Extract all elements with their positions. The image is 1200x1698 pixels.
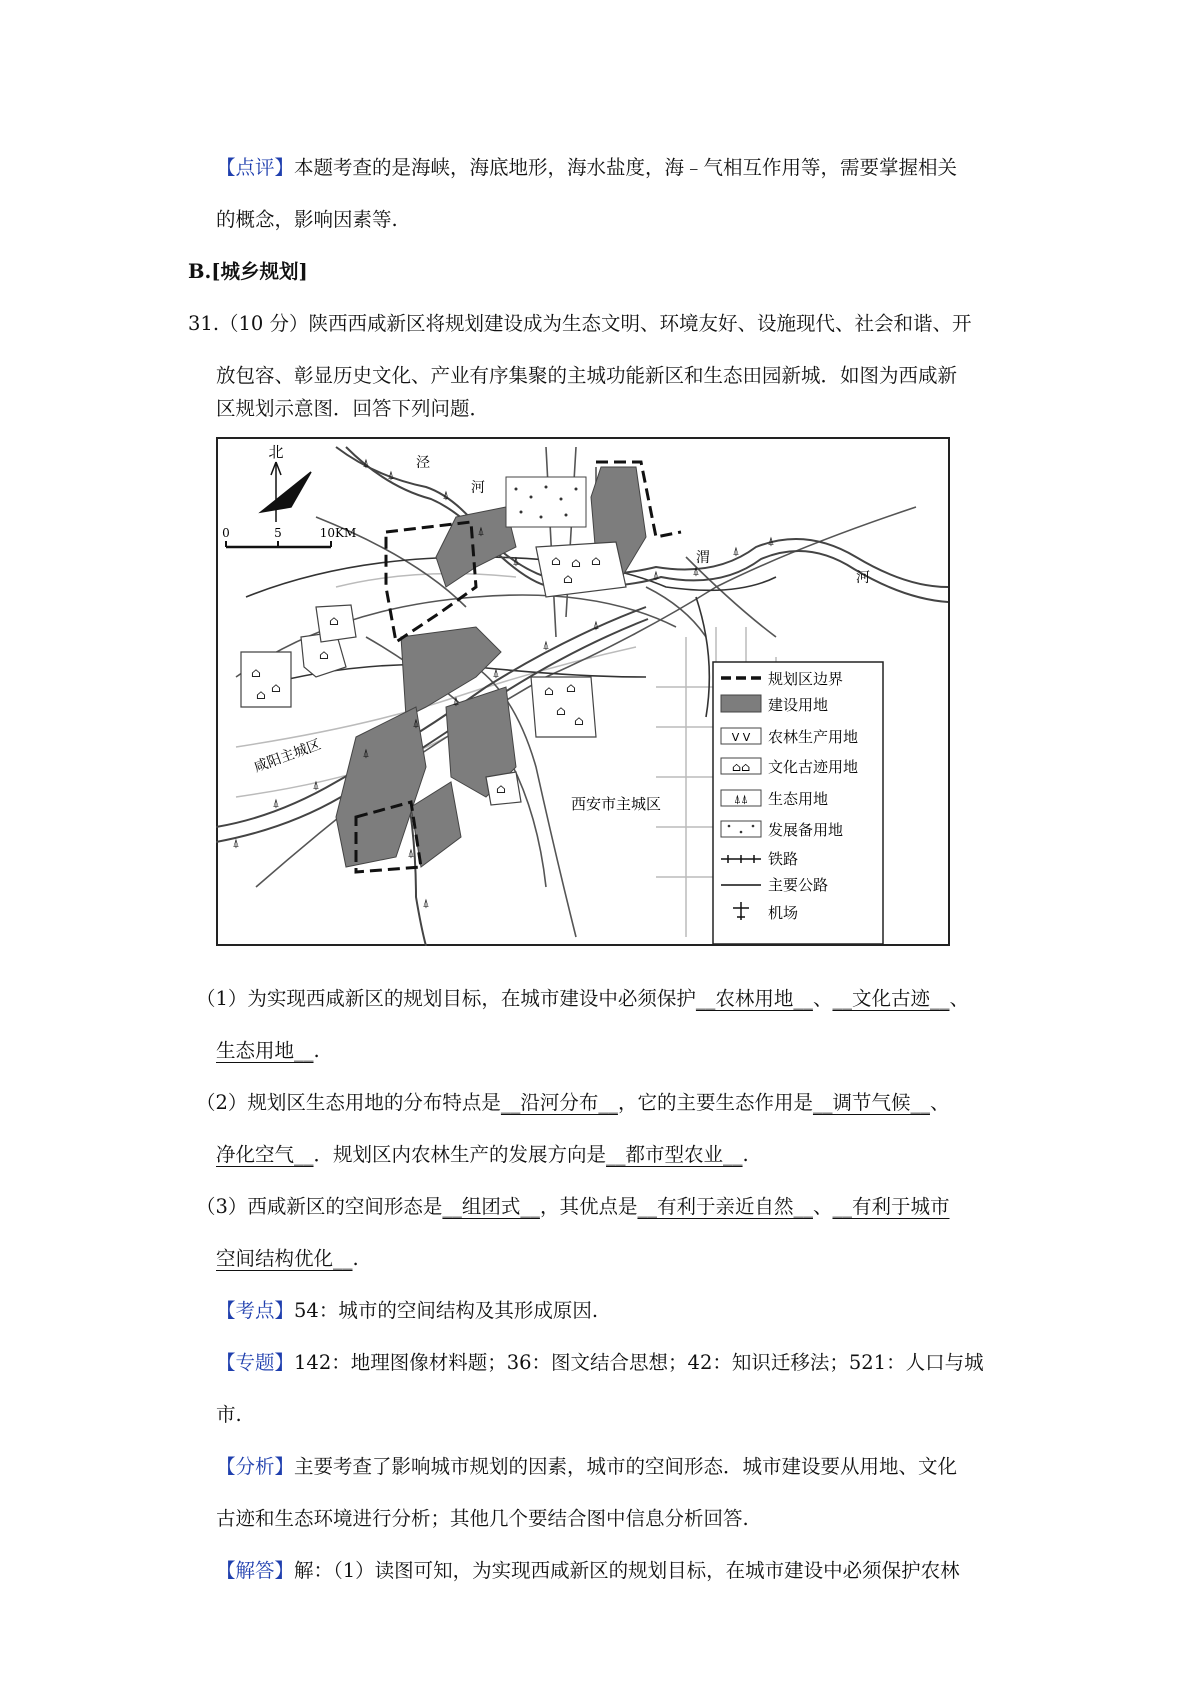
q3-pre: （3）西咸新区的空间形态是 xyxy=(196,1195,443,1218)
kaodian-tag: 【考点】 xyxy=(216,1299,295,1322)
legend-boundary: 规划区边界 xyxy=(768,670,844,688)
q1-end: . xyxy=(313,1039,320,1062)
svg-text:⌂: ⌂ xyxy=(574,714,584,729)
question-line-2: 放包容、彰显历史文化、产业有序集聚的主城功能新区和生态田园新城．如图为西咸新 xyxy=(216,364,958,387)
review-line-1 xyxy=(216,154,957,182)
svg-text:⍋: ⍋ xyxy=(512,554,520,568)
svg-text:⌂: ⌂ xyxy=(591,554,601,569)
kaodian-line xyxy=(216,1297,598,1325)
legend-heritage: 文化古迹用地 xyxy=(768,758,859,776)
fenxi-tag: 【分析】 xyxy=(216,1455,295,1478)
legend-reserve: 发展备用地 xyxy=(768,821,844,839)
zhuanti-line-2: 市. xyxy=(216,1403,242,1426)
svg-text:⍋: ⍋ xyxy=(477,524,485,538)
review-tag: 【点评】 xyxy=(216,156,295,179)
q2-end: . xyxy=(742,1143,749,1166)
zhuanti-text-1: 142：地理图像材料题；36：图文结合思想；42：知识迁移法；521：人口与城 xyxy=(294,1351,984,1374)
svg-text:⌂: ⌂ xyxy=(496,782,506,797)
reserve-land xyxy=(506,477,586,527)
q2-mid: ，它的主要生态作用是 xyxy=(617,1091,813,1114)
svg-text:⌂: ⌂ xyxy=(551,554,561,569)
fenxi-line-2: 古迹和生态环境进行分析；其他几个要结合图中信息分析回答. xyxy=(216,1507,749,1530)
city-label-xianyang: 咸阳主城区 xyxy=(251,736,324,776)
fenxi-line-1 xyxy=(216,1453,957,1481)
svg-text:⍋: ⍋ xyxy=(362,456,370,470)
review-line-2: 的概念，影响因素等. xyxy=(216,208,398,231)
river-label-jing-he: 河 xyxy=(471,480,485,496)
svg-text:⍋: ⍋ xyxy=(732,544,740,558)
q2-line-2 xyxy=(216,1141,749,1169)
svg-text:⌂: ⌂ xyxy=(544,684,554,699)
svg-text:⍋: ⍋ xyxy=(407,846,415,860)
scale-5: 5 xyxy=(274,526,282,540)
q2-sep: 、 xyxy=(929,1091,950,1114)
svg-text:⌂: ⌂ xyxy=(256,688,266,703)
q1-line-2 xyxy=(216,1037,320,1065)
svg-text:⌂: ⌂ xyxy=(319,648,329,663)
svg-text:⍋: ⍋ xyxy=(492,666,500,680)
svg-text:⌂: ⌂ xyxy=(566,681,576,696)
section-title: B.[城乡规划] xyxy=(188,260,308,283)
q2-answer-3: 净化空气__ xyxy=(216,1143,314,1166)
svg-text:⍋⍋: ⍋⍋ xyxy=(733,792,749,806)
city-label-xian: 西安市主城区 xyxy=(571,795,662,813)
q3-line-1 xyxy=(196,1193,950,1221)
scale-10km: 10KM xyxy=(319,526,357,540)
zhuanti-line-1 xyxy=(216,1349,984,1377)
svg-text:⍋: ⍋ xyxy=(232,836,240,850)
legend-ecology: 生态用地 xyxy=(768,790,829,808)
kaodian-text: 54：城市的空间结构及其形成原因. xyxy=(294,1299,599,1322)
svg-text:ᐯ ᐯ: ᐯ ᐯ xyxy=(731,731,751,744)
svg-text:⌂: ⌂ xyxy=(563,572,573,587)
svg-text:⍋: ⍋ xyxy=(422,896,430,910)
svg-text:⍋: ⍋ xyxy=(542,638,550,652)
svg-text:⍋: ⍋ xyxy=(362,746,370,760)
q1-sep-2: 、 xyxy=(949,987,969,1010)
review-text-1: 本题考查的是海峡，海底地形，海水盐度，海﹣气相互作用等，需要掌握相关 xyxy=(294,156,958,179)
svg-text:⍋: ⍋ xyxy=(442,488,450,502)
legend-agriculture: 农林生产用地 xyxy=(768,728,859,746)
q3-answer-3: __有利于城市 xyxy=(832,1195,950,1218)
q3-answer-2: __有利于亲近自然__ xyxy=(637,1195,813,1218)
river-label-wei: 渭 xyxy=(696,550,710,566)
jieda-text-1: 解：（1）读图可知，为实现西咸新区的规划目标，在城市建设中必须保护农林 xyxy=(294,1559,960,1582)
q1-answer-2: __文化古迹__ xyxy=(832,987,950,1010)
svg-text:⌂⌂: ⌂⌂ xyxy=(731,760,751,774)
q2-answer-4: __都市型农业__ xyxy=(606,1143,743,1166)
q1-line-1 xyxy=(196,985,969,1013)
q2-pre: （2）规划区生态用地的分布特点是 xyxy=(196,1091,501,1114)
q3-end: . xyxy=(352,1247,359,1270)
q1-sep-1: 、 xyxy=(812,987,833,1010)
q2-mid2: ．规划区内农林生产的发展方向是 xyxy=(313,1143,607,1166)
north-label: 北 xyxy=(268,443,284,461)
svg-text:⍋: ⍋ xyxy=(312,778,320,792)
planning-map xyxy=(216,437,950,946)
question-line-1: 31.（10 分）陕西西咸新区将规划建设成为生态文明、环境友好、设施现代、社会和谐、开 xyxy=(188,312,972,335)
svg-text:⍋: ⍋ xyxy=(767,534,775,548)
jieda-line-1 xyxy=(216,1557,960,1585)
legend-railway: 铁路 xyxy=(768,850,799,868)
question-line-3: 区规划示意图．回答下列问题． xyxy=(216,397,490,420)
svg-text:⍋: ⍋ xyxy=(592,618,600,632)
q3-line-2 xyxy=(216,1245,359,1273)
svg-text:⍋: ⍋ xyxy=(387,468,395,482)
svg-text:⌂: ⌂ xyxy=(571,556,581,571)
q2-line-1 xyxy=(196,1089,949,1117)
q3-mid: ，其优点是 xyxy=(539,1195,638,1218)
svg-text:⍋: ⍋ xyxy=(452,694,460,708)
svg-text:⌂: ⌂ xyxy=(251,666,261,681)
q2-answer-2: __调节气候__ xyxy=(812,1091,930,1114)
scale-0: 0 xyxy=(222,526,230,540)
legend-construction: 建设用地 xyxy=(768,696,829,714)
fenxi-text-1: 主要考查了影响城市规划的因素，城市的空间形态．城市建设要从用地、文化 xyxy=(294,1455,958,1478)
svg-text:⍋: ⍋ xyxy=(652,568,660,582)
svg-text:⌂: ⌂ xyxy=(329,614,339,629)
q3-answer-3b: 空间结构优化__ xyxy=(216,1247,353,1270)
q2-answer-1: __沿河分布__ xyxy=(500,1091,618,1114)
q1-pre: （1）为实现西咸新区的规划目标，在城市建设中必须保护 xyxy=(196,987,696,1010)
legend-airport: 机场 xyxy=(768,904,799,922)
legend-highway: 主要公路 xyxy=(768,876,829,894)
q3-sep: 、 xyxy=(812,1195,833,1218)
svg-text:⌂: ⌂ xyxy=(271,681,281,696)
jieda-tag: 【解答】 xyxy=(216,1559,295,1582)
svg-text:⌂: ⌂ xyxy=(556,704,566,719)
svg-text:⍋: ⍋ xyxy=(272,796,280,810)
q1-answer-3: 生态用地__ xyxy=(216,1039,314,1062)
q3-answer-1: __组团式__ xyxy=(442,1195,540,1218)
map-legend xyxy=(713,662,883,944)
river-label-wei-he: 河 xyxy=(856,570,870,586)
svg-text:⍋: ⍋ xyxy=(412,716,420,730)
river-label-jing: 泾 xyxy=(416,455,430,471)
zhuanti-tag: 【专题】 xyxy=(216,1351,295,1374)
q1-answer-1: __农林用地__ xyxy=(695,987,813,1010)
svg-text:⍋: ⍋ xyxy=(692,564,700,578)
